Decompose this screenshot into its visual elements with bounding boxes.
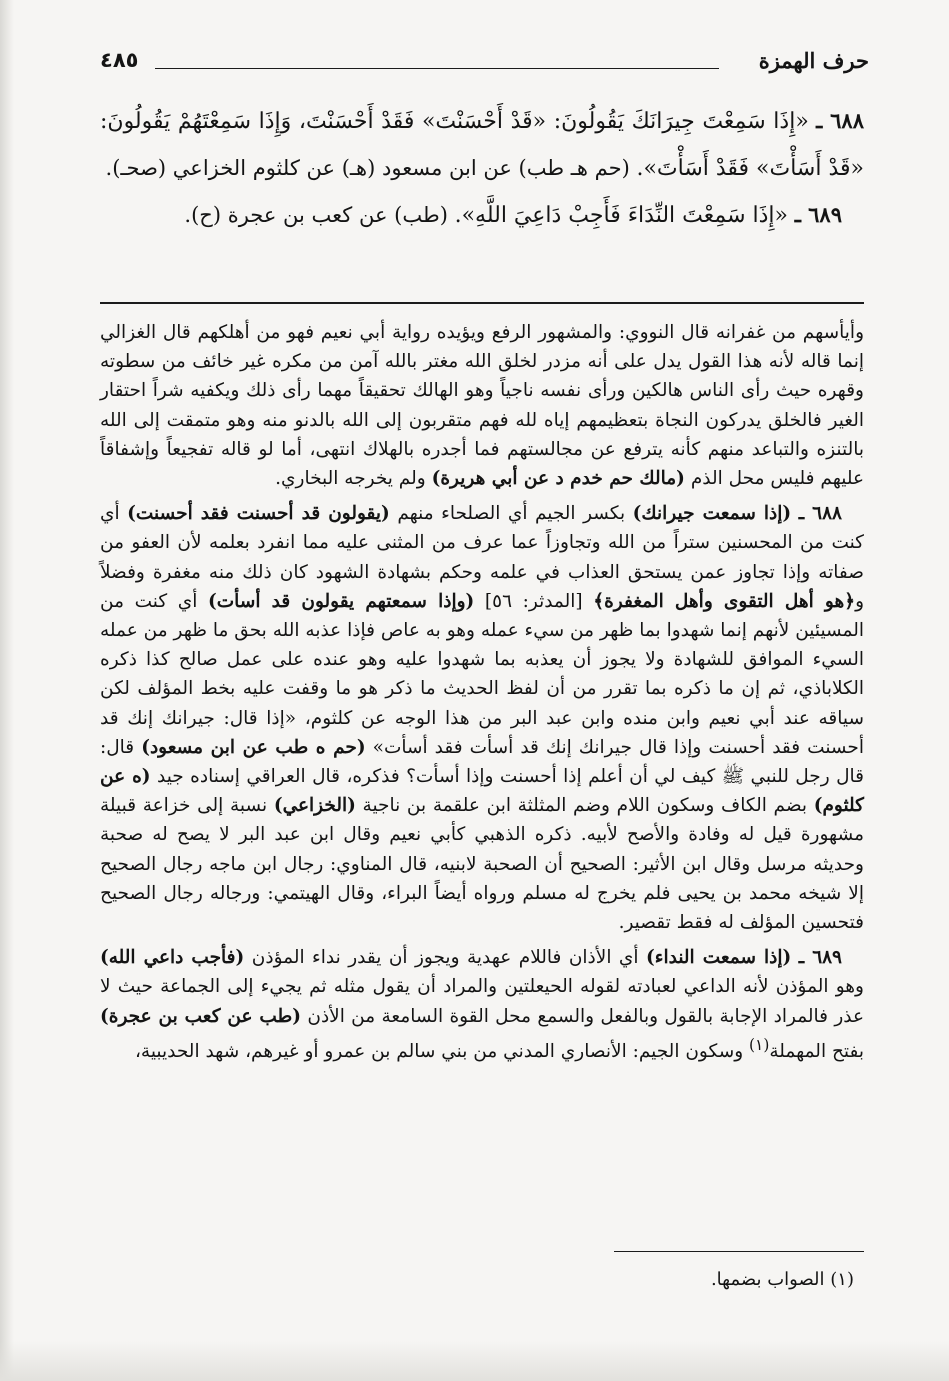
commentary-lemma: (الخزاعي) — [273, 795, 356, 817]
commentary-lemma: (يقولون قد أحسنت فقد أحسنت) — [127, 503, 390, 525]
commentary-number: ٦٨٨ ـ — [798, 503, 842, 525]
commentary-lemma: (وإذا سمعتهم يقولون قد أسأت) — [208, 590, 475, 612]
header-rule — [155, 68, 719, 69]
commentary-text: أي الأذان فاللام عهدية ويجوز أن يقدر نداء المؤذن — [251, 947, 639, 969]
hadith-block — [100, 98, 864, 239]
scan-shadow-left — [0, 0, 14, 1381]
commentary-citation: (مالك حم خدم د عن أبي هريرة) — [431, 468, 685, 490]
commentary-citation: (ه عن كلثوم) — [100, 766, 864, 817]
commentary-text: بضم الكاف وسكون اللام وضم المثلثة ابن علقمة بن ناجية — [362, 795, 808, 817]
commentary-text: وسكون الجيم: الأنصاري المدني من بني سالم بن عمرو أو غيرهم، شهد الحديبية، — [134, 1041, 744, 1063]
commentary-number: ٦٨٩ ـ — [798, 947, 842, 969]
footnote: (١) الصواب بضمها. — [710, 1269, 854, 1290]
commentary-paragraph-689 — [100, 943, 864, 1066]
commentary-lemma: (فأجب داعي الله) — [100, 947, 245, 969]
commentary-lemma: (إذا سمعت النداء) — [646, 947, 792, 969]
hadith-689-source: (طب) عن كعب بن عجرة (ح). — [184, 203, 448, 227]
hadith-689 — [100, 192, 864, 239]
hadith-688-text: «إِذَا سَمِعْتَ جِيرَانَكَ يَقُولُونَ: «قَدْ أَحْسَنْتَ» فَقَدْ أَحْسَنْتَ، وَإِذَا سَمِعْتَهُمْ يَقُولُونَ: «قَدْ أَسَأْتَ» فَقَدْ أَسَأْتَ». — [100, 109, 864, 181]
commentary-block — [100, 318, 864, 1066]
chapter-title: حرف الهمزة — [758, 48, 869, 73]
commentary-text: أي كنت من المحسنين ستراً من الله وتجاوزاً عما عرف من المثنى عليه مما انفرد بعلمه لأن العفو من صفاته وإذا تجاوز عمن يستحق العذاب في علمه وحكم بشهادة الشهود كان ذلك منه مغفرة وفضلاً و — [100, 503, 865, 612]
hadith-689-number: ٦٨٩ ـ — [794, 202, 842, 227]
section-divider — [100, 302, 864, 304]
commentary-citation: (طب عن كعب بن عجرة) — [100, 1005, 302, 1027]
commentary-paragraph-688 — [100, 499, 864, 937]
hadith-688-source: (حم هـ طب) عن ابن مسعود (هـ) عن كلثوم الخزاعي (صحـ). — [105, 156, 630, 180]
footnote-reference: (١) — [749, 1035, 770, 1054]
quran-reference: [المدثر: ٥٦] — [484, 590, 583, 612]
commentary-text: قال: قال رجل للنبي ﷺ كيف لي أن أعلم إذا أحسنت وإذا أسأت؟ فذكره، قال العراقي إسناده جيد — [100, 736, 865, 788]
scan-shadow-bottom — [0, 1341, 949, 1381]
page-number: ٤٨٥ — [100, 48, 139, 72]
commentary-lemma: (إذا سمعت جيرانك) — [632, 503, 792, 525]
commentary-text: بفتح المهملة — [769, 1041, 864, 1063]
commentary-text: ولم يخرجه البخاري. — [275, 468, 426, 490]
commentary-text: بكسر الجيم أي الصلحاء منهم — [397, 503, 626, 525]
commentary-text: وأيأسهم من غفرانه قال النووي: والمشهور الرفع ويؤيده رواية أبي نعيم فهو من أهلكهم قال الغزالي إنما قاله لأنه هذا القول يدل على أنه مزدر لخلق الله مغتر بالله آمن من مكره غير خائف من سطوته وقهره حيث رأى الناس هالكين ورأى نفسه ناجياً وهو الهالك تحقيقاً مهما رأى ذلك ويكفيه شراً احتقار الغير فالخلق يدركون النجاة بتعظيمهم إياه لله فهم متقربون إلى الله بالدنو منه وهو متمقت إلى الله بالتنزه والتباعد منهم كأنه يترفع عن مجالستهم فما أجدره بالهلاك انتهى، أما لو قاله تفجيعاً وإشفاقاً عليهم فليس محل الذم — [100, 322, 864, 490]
hadith-688 — [100, 98, 864, 192]
commentary-quote: «إذا قال: جيرانك إنك قد أحسنت فقد أحسنت وإذا قال جيرانك إنك قد أسأت فقد أسأت» — [100, 707, 864, 758]
quran-quote: ﴿هو أهل التقوى وأهل المغفرة﴾ — [593, 590, 856, 612]
commentary-text: وهو المؤذن لأنه الداعي لعبادته لقوله الحيعلتين والمراد أن يقول مثله ثم يجيء إلى الجماعة حيث لا عذر فالمراد الإجابة بالقول وبالفعل والسمع محل القوة السامعة من الأذن — [100, 976, 865, 1027]
hadith-689-text: «إِذَا سَمِعْتَ النِّدَاءَ فَأَجِبْ دَاعِيَ اللَّهِ». — [454, 203, 788, 228]
commentary-citation: (حم ه طب عن ابن مسعود) — [141, 736, 366, 758]
commentary-text: أي كنت من المسيئين لأنهم إنما شهدوا بما ظهر من سيء عمله وهو به عاص فإذا عذبه الله بحق ما ظهر من عمله السيء الموافق للشهادة ولا يجوز أن يعذبه بما شهدوا عليه وهو عنده على عمل صالح كذا ذكره الكلاباذي، ثم إن ما ذكره بما تقرر من أن لفظ الحديث ما ذكر هو ما وقفت عليه بخط المؤلف لكن سياقه عند أبي نعيم وابن منده وابن عبد البر من هذا الوجه عن كلثوم، — [100, 590, 864, 729]
hadith-688-number: ٦٨٨ ـ — [816, 108, 864, 133]
commentary-paragraph-1 — [100, 318, 864, 493]
footnote-divider — [614, 1251, 864, 1252]
page-header — [100, 40, 869, 80]
commentary-text: نسبة إلى خزاعة قبيلة مشهورة قيل له وفادة والأصح لأبيه. ذكره الذهبي كأبي نعيم وقال ابن عبد البر لا يصح له صحبة وحديثه مرسل وقال ابن الأثير: الصحيح أن الصحبة لابنيه، قال المناوي: رجال ابن ماجه رجال الصحيح إلا شيخه محمد بن يحيى فلم يخرج له مسلم ورواه أيضاً البراء، وقال الهيتمي: ورجاله رجال الصحيح فتحسين المؤلف له فقط تقصير. — [100, 795, 864, 934]
